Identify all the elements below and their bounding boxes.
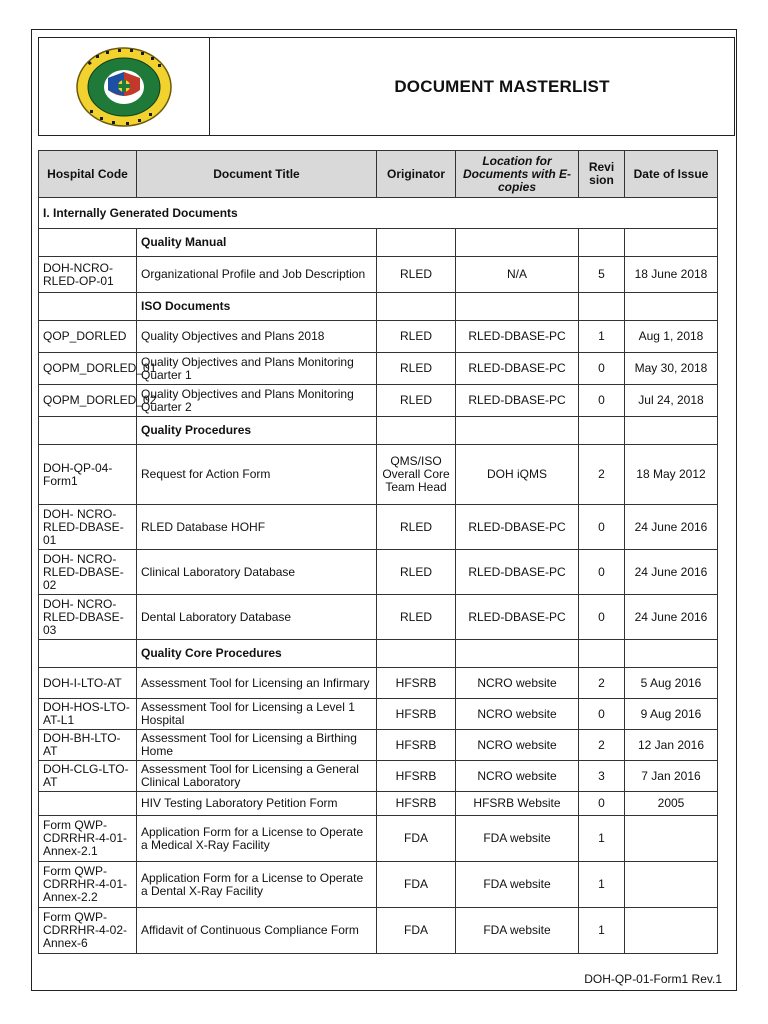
hospital-code-cell [39, 792, 137, 816]
date-cell: 7 Jan 2016 [625, 761, 718, 792]
location-cell: DOH iQMS [456, 445, 579, 505]
revision-cell: 1 [579, 321, 625, 353]
group-title: Quality Core Procedures [137, 640, 377, 668]
hospital-code-cell: Form QWP-CDRRHR-4-02-Annex-6 [39, 908, 137, 954]
empty-cell [456, 229, 579, 257]
document-title-cell: Assessment Tool for Licensing an Infirmary [137, 668, 377, 699]
document-title-cell: Quality Objectives and Plans Monitoring Quarter 1 [137, 353, 377, 385]
originator-cell: RLED [377, 505, 456, 550]
date-cell: 9 Aug 2016 [625, 699, 718, 730]
group-header-row [39, 417, 718, 445]
col-hospital-code: Hospital Code [39, 151, 137, 198]
hospital-code-cell: DOH- NCRO-RLED-DBASE-03 [39, 595, 137, 640]
document-title-cell: RLED Database HOHF [137, 505, 377, 550]
date-cell: 24 June 2016 [625, 550, 718, 595]
revision-cell: 2 [579, 668, 625, 699]
location-cell: RLED-DBASE-PC [456, 595, 579, 640]
group-title: Quality Manual [137, 229, 377, 257]
revision-cell: 1 [579, 862, 625, 908]
date-cell: Jul 24, 2018 [625, 385, 718, 417]
revision-cell: 3 [579, 761, 625, 792]
revision-cell: 0 [579, 595, 625, 640]
location-cell: FDA website [456, 816, 579, 862]
document-title-cell: Assessment Tool for Licensing a Level 1 Hospital [137, 699, 377, 730]
revision-cell: 2 [579, 730, 625, 761]
originator-cell: QMS/ISO Overall Core Team Head [377, 445, 456, 505]
hospital-code-cell: DOH-NCRO-RLED-OP-01 [39, 257, 137, 293]
table-row [39, 908, 718, 954]
date-cell: 24 June 2016 [625, 595, 718, 640]
document-title: DOCUMENT MASTERLIST [394, 76, 610, 96]
location-cell: NCRO website [456, 761, 579, 792]
doh-seal-cell [39, 38, 210, 135]
hospital-code-cell: Form QWP-CDRRHR-4-01-Annex-2.1 [39, 816, 137, 862]
group-header-row [39, 640, 718, 668]
table-row [39, 862, 718, 908]
date-cell: 12 Jan 2016 [625, 730, 718, 761]
originator-cell: RLED [377, 257, 456, 293]
hospital-code-cell: QOP_DORLED [39, 321, 137, 353]
revision-cell: 0 [579, 792, 625, 816]
originator-cell: RLED [377, 550, 456, 595]
revision-cell: 0 [579, 550, 625, 595]
table-row [39, 668, 718, 699]
table-header-row [39, 151, 718, 198]
col-document-title: Document Title [137, 151, 377, 198]
location-cell: RLED-DBASE-PC [456, 505, 579, 550]
doh-seal-logo [74, 46, 174, 128]
revision-cell: 1 [579, 816, 625, 862]
originator-cell: HFSRB [377, 792, 456, 816]
col-location: Location for Documents with E-copies [456, 151, 579, 198]
revision-cell: 0 [579, 505, 625, 550]
hospital-code-cell: DOH-I-LTO-AT [39, 668, 137, 699]
form-code-footer: DOH-QP-01-Form1 Rev.1 [584, 972, 722, 986]
location-cell: NCRO website [456, 699, 579, 730]
group-header-row [39, 229, 718, 257]
hospital-code-cell: DOH-CLG-LTO-AT [39, 761, 137, 792]
empty-cell [579, 229, 625, 257]
col-date-of-issue: Date of Issue [625, 151, 718, 198]
originator-cell: RLED [377, 321, 456, 353]
date-cell: 24 June 2016 [625, 505, 718, 550]
originator-cell: FDA [377, 908, 456, 954]
originator-cell: RLED [377, 385, 456, 417]
hospital-code-cell: Form QWP-CDRRHR-4-01-Annex-2.2 [39, 862, 137, 908]
empty-cell [377, 417, 456, 445]
location-cell: NCRO website [456, 730, 579, 761]
table-row [39, 353, 718, 385]
table-row [39, 792, 718, 816]
revision-cell: 0 [579, 699, 625, 730]
empty-cell [625, 293, 718, 321]
date-cell [625, 862, 718, 908]
masterlist-table [38, 150, 718, 954]
location-cell: FDA website [456, 862, 579, 908]
section-row [39, 198, 718, 229]
empty-cell [456, 640, 579, 668]
location-cell: FDA website [456, 908, 579, 954]
document-title-cell: Clinical Laboratory Database [137, 550, 377, 595]
empty-cell [579, 640, 625, 668]
document-title-cell: Dental Laboratory Database [137, 595, 377, 640]
section-title: I. Internally Generated Documents [39, 198, 718, 229]
location-cell: NCRO website [456, 668, 579, 699]
table-row [39, 321, 718, 353]
originator-cell: RLED [377, 595, 456, 640]
date-cell [625, 908, 718, 954]
table-row [39, 445, 718, 505]
originator-cell: HFSRB [377, 699, 456, 730]
date-cell: 18 June 2018 [625, 257, 718, 293]
empty-cell [456, 293, 579, 321]
document-header [38, 37, 735, 136]
table-row [39, 505, 718, 550]
empty-cell [377, 293, 456, 321]
location-cell: RLED-DBASE-PC [456, 550, 579, 595]
group-title: ISO Documents [137, 293, 377, 321]
group-header-row [39, 293, 718, 321]
empty-cell [39, 229, 137, 257]
location-cell: RLED-DBASE-PC [456, 353, 579, 385]
document-title-cell: Quality Objectives and Plans Monitoring Quarter 2 [137, 385, 377, 417]
document-title-cell: Organizational Profile and Job Description [137, 257, 377, 293]
revision-cell: 2 [579, 445, 625, 505]
empty-cell [625, 640, 718, 668]
col-originator: Originator [377, 151, 456, 198]
location-cell: HFSRB Website [456, 792, 579, 816]
empty-cell [625, 417, 718, 445]
empty-cell [377, 229, 456, 257]
document-title-cell: Application Form for a License to Operate a Medical X-Ray Facility [137, 816, 377, 862]
hospital-code-cell: DOH-BH-LTO-AT [39, 730, 137, 761]
document-title-cell: HIV Testing Laboratory Petition Form [137, 792, 377, 816]
empty-cell [39, 293, 137, 321]
location-cell: RLED-DBASE-PC [456, 385, 579, 417]
hospital-code-cell: DOH- NCRO-RLED-DBASE-01 [39, 505, 137, 550]
date-cell: May 30, 2018 [625, 353, 718, 385]
document-title-cell: Request for Action Form [137, 445, 377, 505]
hospital-code-cell: QOPM_DORLED_01 [39, 353, 137, 385]
document-title-cell: Affidavit of Continuous Compliance Form [137, 908, 377, 954]
originator-cell: FDA [377, 816, 456, 862]
table-row [39, 595, 718, 640]
location-cell: N/A [456, 257, 579, 293]
empty-cell [39, 640, 137, 668]
originator-cell: RLED [377, 353, 456, 385]
originator-cell: HFSRB [377, 668, 456, 699]
hospital-code-cell: DOH-QP-04-Form1 [39, 445, 137, 505]
revision-cell: 0 [579, 385, 625, 417]
table-row [39, 550, 718, 595]
revision-cell: 5 [579, 257, 625, 293]
col-revision: Revi sion [579, 151, 625, 198]
empty-cell [39, 417, 137, 445]
empty-cell [579, 417, 625, 445]
hospital-code-cell: QOPM_DORLED_02 [39, 385, 137, 417]
table-row [39, 699, 718, 730]
table-row [39, 257, 718, 293]
document-title-cell: Assessment Tool for Licensing a Birthing Home [137, 730, 377, 761]
originator-cell: HFSRB [377, 730, 456, 761]
group-title: Quality Procedures [137, 417, 377, 445]
empty-cell [625, 229, 718, 257]
table-row [39, 816, 718, 862]
table-row [39, 761, 718, 792]
revision-cell: 1 [579, 908, 625, 954]
originator-cell: HFSRB [377, 761, 456, 792]
table-row [39, 385, 718, 417]
revision-cell: 0 [579, 353, 625, 385]
date-cell: 2005 [625, 792, 718, 816]
document-title-cell: Application Form for a License to Operate a Dental X-Ray Facility [137, 862, 377, 908]
date-cell: Aug 1, 2018 [625, 321, 718, 353]
originator-cell: FDA [377, 862, 456, 908]
date-cell: 18 May 2012 [625, 445, 718, 505]
date-cell: 5 Aug 2016 [625, 668, 718, 699]
hospital-code-cell: DOH-HOS-LTO-AT-L1 [39, 699, 137, 730]
table-row [39, 730, 718, 761]
empty-cell [456, 417, 579, 445]
date-cell [625, 816, 718, 862]
empty-cell [579, 293, 625, 321]
document-title-cell: Assessment Tool for Licensing a General Clinical Laboratory [137, 761, 377, 792]
document-title-cell: Quality Objectives and Plans 2018 [137, 321, 377, 353]
empty-cell [377, 640, 456, 668]
hospital-code-cell: DOH- NCRO-RLED-DBASE-02 [39, 550, 137, 595]
location-cell: RLED-DBASE-PC [456, 321, 579, 353]
